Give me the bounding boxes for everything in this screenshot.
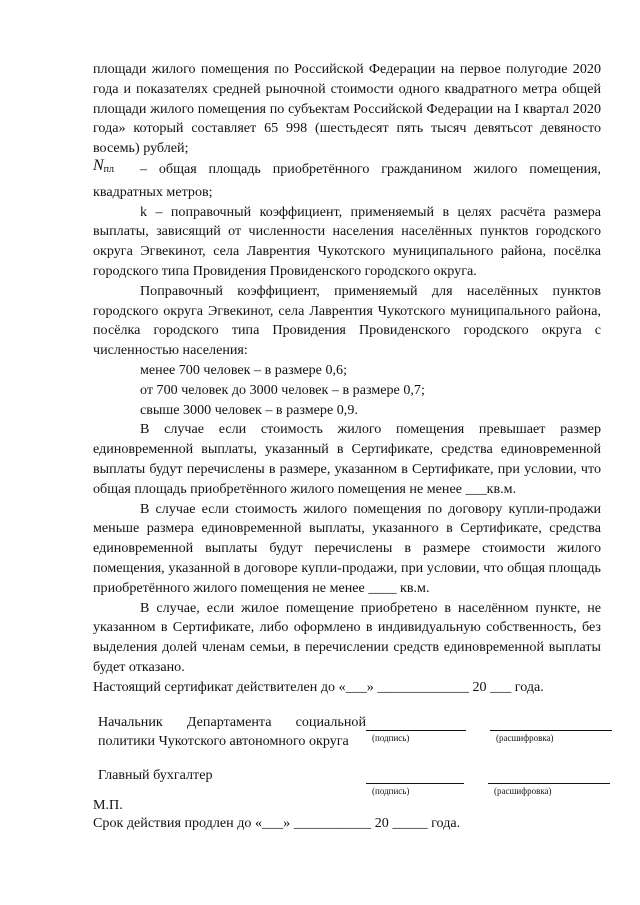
- paragraph-rate: площади жилого помещения по Российской Федерации на первое полугодие 2020 года и показателях средней рыночной стоимости одного квадратного метра общей площади жилого помещения по субъектам Российской Федерации на I квартал 2020 года» который составляет 65 998 (шестьдесят пять тысяч девятьсот девяносто восемь) рублей;: [93, 61, 601, 157]
- head-title: Начальник Департамента социальной политики Чукотского автономного округа: [98, 714, 366, 749]
- list-item: менее 700 человек – в размере 0,6;: [140, 361, 347, 378]
- paragraph-coefficient: k – поправочный коэффициент, применяемый в целях расчёта размера выплаты, зависящий от численности населения населённых пунктов городского округа Эгвекинот, села Лаврентия Чукотского муниципального района, посёлка городского типа Провидения Провиденского городского округа.: [93, 203, 601, 279]
- decode-line: [488, 783, 610, 784]
- area-definition-text: – общая площадь приобретённого гражданином жилого помещения, квадратных метров;: [93, 160, 601, 200]
- document-body: [93, 60, 601, 678]
- validity-line: Настоящий сертификат действителен до «___» _____________ 20 ___ года.: [93, 679, 544, 695]
- paragraph-price-exceeds: В случае если стоимость жилого помещения превышает размер единовременной выплаты, указанный в Сертификате, средства единовременной выплаты будут перечислены в размере, указанном в Сертификате, при условии, что общая площадь приобретённого жилого помещения не менее ___кв.м.: [93, 421, 601, 497]
- stamp-place: М.П.: [93, 797, 123, 813]
- list-item: от 700 человек до 3000 человек – в размере 0,7;: [140, 381, 425, 398]
- signature-line: [366, 783, 464, 784]
- signature-caption: (подпись): [372, 733, 410, 743]
- formula-symbol-sub: пл: [103, 163, 115, 175]
- paragraph-refusal: В случае, если жилое помещение приобретено в населённом пункте, не указанном в Сертификате, либо оформлено в индивидуальную собственность, без выделения долей членам семьи, в перечислении средств единовременной выплаты будет отказано.: [93, 599, 601, 675]
- decode-caption: (расшифровка): [494, 786, 552, 796]
- signature-caption: (подпись): [372, 786, 410, 796]
- signature-line: [366, 730, 466, 731]
- paragraph-price-less: В случае если стоимость жилого помещения по договору купли-продажи меньше размера единовременной выплаты, указанного в Сертификате, средства единовременной выплаты будут перечислены в размере стоимости жилого помещения, указанной в договоре купли-продажи, при условии, что общая площадь приобретённого жилого помещения не менее ____ кв.м.: [93, 500, 601, 596]
- formula-symbol: [93, 156, 140, 180]
- paragraph-coefficient-values: Поправочный коэффициент, применяемый для населённых пунктов городского округа Эгвекинот, села Лаврентия Чукотского муниципального района, посёлка городского типа Провидения Провиденского городского округа с численностью населения:: [93, 282, 601, 359]
- accountant-title: Главный бухгалтер: [98, 767, 213, 783]
- formula-symbol-base: N: [93, 156, 104, 174]
- list-item: свыше 3000 человек – в размере 0,9.: [140, 401, 358, 418]
- paragraph-area-definition: [93, 156, 601, 203]
- decode-caption: (расшифровка): [496, 733, 554, 743]
- decode-line: [490, 730, 612, 731]
- extension-line: Срок действия продлен до «___» ___________ 20 _____ года.: [93, 815, 461, 831]
